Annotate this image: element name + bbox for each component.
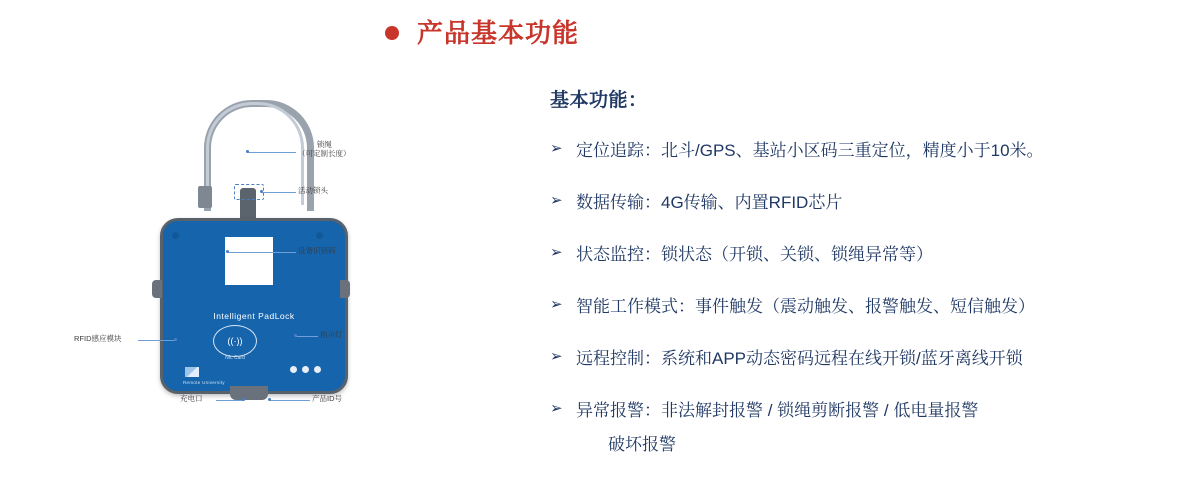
list-item-body [576,346,1190,372]
leader-line-device-code [228,252,296,253]
arrow-bullet-icon: ➢ [550,400,563,417]
qr-code-icon [225,237,273,285]
indicator-leds [290,366,321,373]
list-item-body [576,190,1190,216]
callout-charge-port: 充电口 [180,394,203,403]
list-item-body [576,242,1190,268]
device-label: Intelligent PadLock [213,311,295,321]
list-item [550,242,1190,268]
callout-device-code: 设备识别码 [298,246,336,255]
list-item [550,138,1190,164]
list-item-text: 状态监控：锁状态（开锁、关锁、锁绳异常等） [576,245,933,264]
led-icon [302,366,309,373]
list-item-text: 远程控制：系统和APP动态密码远程在线开锁/蓝牙离线开锁 [576,349,1023,368]
list-item-text: 定位追踪：北斗/GPS、基站小区码三重定位，精度小于10米。 [576,141,1044,160]
leader-line-product-id [270,400,310,401]
list-item [550,190,1190,216]
product-illustration [74,100,420,460]
leader-dot [260,190,263,193]
cable-end [198,186,212,208]
callout-product-id: 产品ID号 [312,394,342,403]
arrow-bullet-icon: ➢ [550,140,563,157]
list-item-text-continued: 破坏报警 [608,435,676,454]
arrow-bullet-icon: ➢ [550,348,563,365]
callout-rfid-module: RFID感应模块 [74,334,122,343]
list-item-text: 异常报警：非法解封报警 / 锁绳剪断报警 / 低电量报警 [576,401,979,420]
brand-mark-icon [185,367,199,377]
callout-cable-label: 锁绳 [316,140,332,149]
brand-text: Remote University [183,380,225,385]
callout-cable-sublabel: （可定制长度） [298,149,351,159]
led-icon [314,366,321,373]
screw-hole-right-icon [316,232,323,239]
arrow-bullet-icon: ➢ [550,296,563,313]
rfid-antenna-icon: ((·)) [213,325,257,357]
list-item-body [576,398,1190,458]
list-item [550,294,1190,320]
leader-dot [242,398,245,401]
arrow-bullet-icon: ➢ [550,192,563,209]
features-panel [550,85,1190,484]
leader-dot [226,250,229,253]
leader-line-cable [248,152,296,153]
leader-line-rfid [138,340,176,341]
feature-list [550,138,1190,458]
page-title: 产品基本功能 [417,18,580,48]
list-item-body [576,294,1190,320]
led-icon [290,366,297,373]
list-item-body [576,138,1190,164]
features-title: 基本功能： [550,90,648,111]
screw-hole-left-icon [172,232,179,239]
list-item [550,346,1190,372]
leader-line-charge-port [216,400,244,401]
list-item-text: 智能工作模式：事件触发（震动触发、报警触发、短信触发） [576,297,1035,316]
list-item [550,398,1190,458]
leader-dot [268,398,271,401]
side-nub-left [152,280,162,298]
leader-dot [246,150,249,153]
callout-lock-head: 活动锁头 [298,186,328,195]
leader-line-lock-head [262,192,296,193]
charge-port [230,386,268,400]
callout-indicator: 指示灯 [320,330,343,339]
arrow-bullet-icon: ➢ [550,244,563,261]
leader-dot [174,338,177,341]
rfid-sublabel: Nfc Card [225,355,245,361]
callout-cable [298,140,351,159]
leader-dot [294,334,297,337]
side-nub-right [340,280,350,298]
bullet-icon [385,26,399,40]
leader-line-indicator [296,336,318,337]
section-heading [385,20,579,46]
list-item-text: 数据传输：4G传输、内置RFID芯片 [576,193,843,212]
lock-body [160,218,348,394]
